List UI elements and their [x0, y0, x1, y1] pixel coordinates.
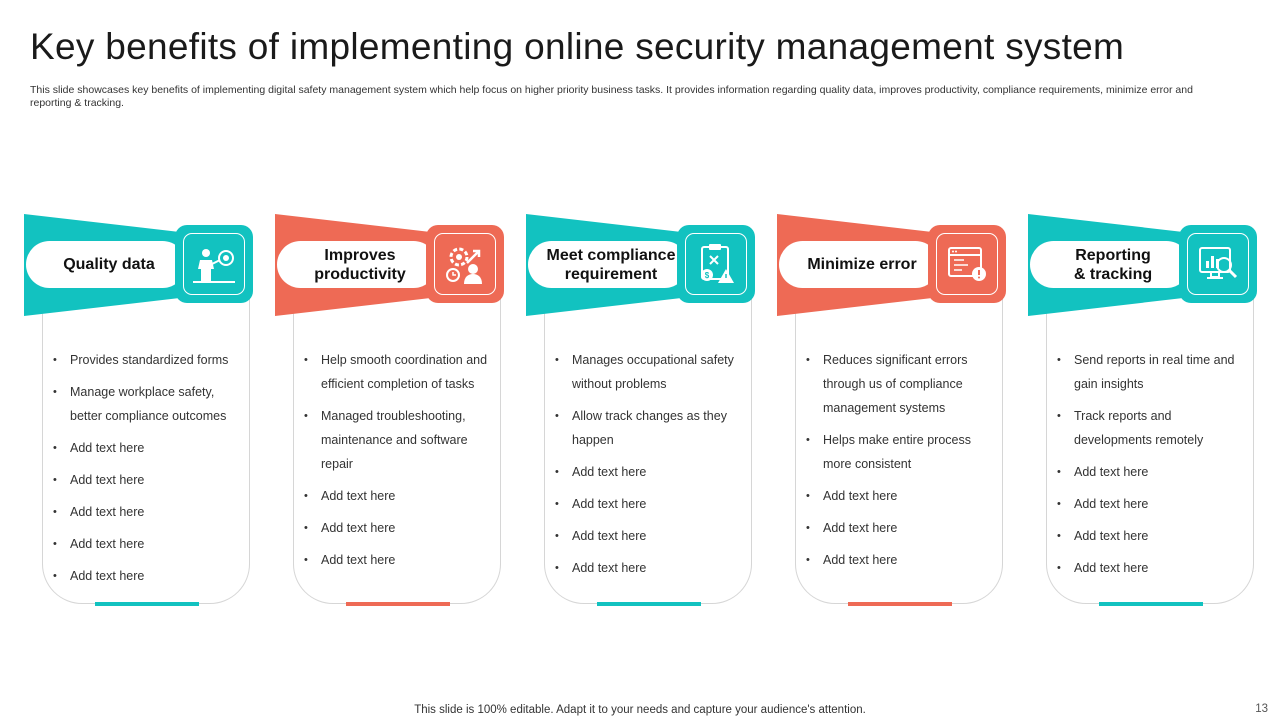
bullet-item: • Add text here: [321, 484, 493, 508]
card-title-line: Improves: [324, 246, 396, 264]
bullet-item: • Allow track changes as they happen: [572, 404, 744, 452]
card-title-line: Minimize error: [807, 256, 917, 273]
bullet-item: • Add text here: [70, 532, 242, 556]
card-icon-box: [928, 225, 1006, 303]
benefit-card: [275, 214, 507, 606]
bullet-item: • Add text here: [572, 460, 744, 484]
benefit-card: [1028, 214, 1260, 606]
card-icon-box: [426, 225, 504, 303]
bullet-item: • Add text here: [572, 556, 744, 580]
bullet-item: • Add text here: [572, 524, 744, 548]
card-title-pill: [277, 241, 437, 288]
card-title-pill: [1030, 241, 1190, 288]
bullet-item: • Add text here: [823, 548, 995, 572]
bullet-item: • Send reports in real time and gain insights: [1074, 348, 1246, 396]
benefit-card: [24, 214, 256, 606]
bullet-item: • Add text here: [70, 500, 242, 524]
card-title-line: requirement: [564, 265, 658, 283]
bullet-item: • Add text here: [1074, 556, 1246, 580]
card-title-line: productivity: [314, 265, 406, 283]
svg-text:$: $: [704, 271, 710, 280]
card-icon-box: [677, 225, 755, 303]
bullet-item: • Add text here: [1074, 460, 1246, 484]
card-title: [1074, 246, 1152, 284]
bullet-item: • Help smooth coordination and efficient completion of tasks: [321, 348, 493, 396]
page-number: 13: [1255, 703, 1268, 715]
bullet-item: • Add text here: [1074, 524, 1246, 548]
bullet-item: • Add text here: [823, 484, 995, 508]
card-title-line: Quality data: [63, 256, 155, 273]
bullet-item: • Helps make entire process more consistent: [823, 428, 995, 476]
card-accent-bar: [346, 602, 450, 606]
bullet-item: • Add text here: [70, 436, 242, 460]
card-accent-bar: [848, 602, 952, 606]
slide-title: Key benefits of implementing online security management system: [30, 26, 1125, 67]
bullet-item: • Add text here: [70, 468, 242, 492]
card-title: [547, 246, 676, 284]
card-accent-bar: [597, 602, 701, 606]
card-title-pill: [26, 241, 186, 288]
quality-data-icon: [183, 233, 245, 295]
bullet-item: • Manages occupational safety without problems: [572, 348, 744, 396]
bullet-item: • Add text here: [70, 564, 242, 588]
bullet-list: [70, 348, 242, 596]
benefit-card: [777, 214, 1009, 606]
bullet-item: • Reduces significant errors through us of compliance management systems: [823, 348, 995, 420]
bullet-list: [1074, 348, 1246, 588]
bullet-list: [321, 348, 493, 580]
bullet-item: • Add text here: [321, 548, 493, 572]
card-accent-bar: [95, 602, 199, 606]
bullet-list: [572, 348, 744, 588]
error-icon: [936, 233, 998, 295]
benefit-card: [526, 214, 758, 606]
card-accent-bar: [1099, 602, 1203, 606]
productivity-icon: [434, 233, 496, 295]
bullet-item: • Manage workplace safety, better compliance outcomes: [70, 380, 242, 428]
footer-note: This slide is 100% editable. Adapt it to your needs and capture your audience's attention.: [414, 704, 866, 716]
card-title: [807, 255, 916, 274]
bullet-list: [823, 348, 995, 580]
card-title-line: Meet compliance: [546, 246, 676, 264]
bullet-item: • Add text here: [321, 516, 493, 540]
bullet-item: • Track reports and developments remotely: [1074, 404, 1246, 452]
bullet-item: • Managed troubleshooting, maintenance and software repair: [321, 404, 493, 476]
slide-subtitle: This slide showcases key benefits of implementing digital safety management system which help focus on higher priority business tasks. It provides information regarding quality data, improves productivity, compliance requirements, minimize error and reporting & tracking.: [30, 84, 1193, 109]
card-title-pill: [528, 241, 688, 288]
card-title-pill: [779, 241, 939, 288]
bullet-item: • Add text here: [823, 516, 995, 540]
card-icon-box: [1179, 225, 1257, 303]
bullet-item: • Add text here: [1074, 492, 1246, 516]
card-title-line: Reporting: [1075, 246, 1151, 264]
card-icon-box: [175, 225, 253, 303]
reporting-icon: [1187, 233, 1249, 295]
bullet-item: • Provides standardized forms: [70, 348, 242, 372]
card-title: [63, 255, 155, 274]
compliance-icon: [685, 233, 747, 295]
card-title-line: & tracking: [1073, 265, 1153, 283]
card-title: [314, 246, 406, 284]
bullet-item: • Add text here: [572, 492, 744, 516]
